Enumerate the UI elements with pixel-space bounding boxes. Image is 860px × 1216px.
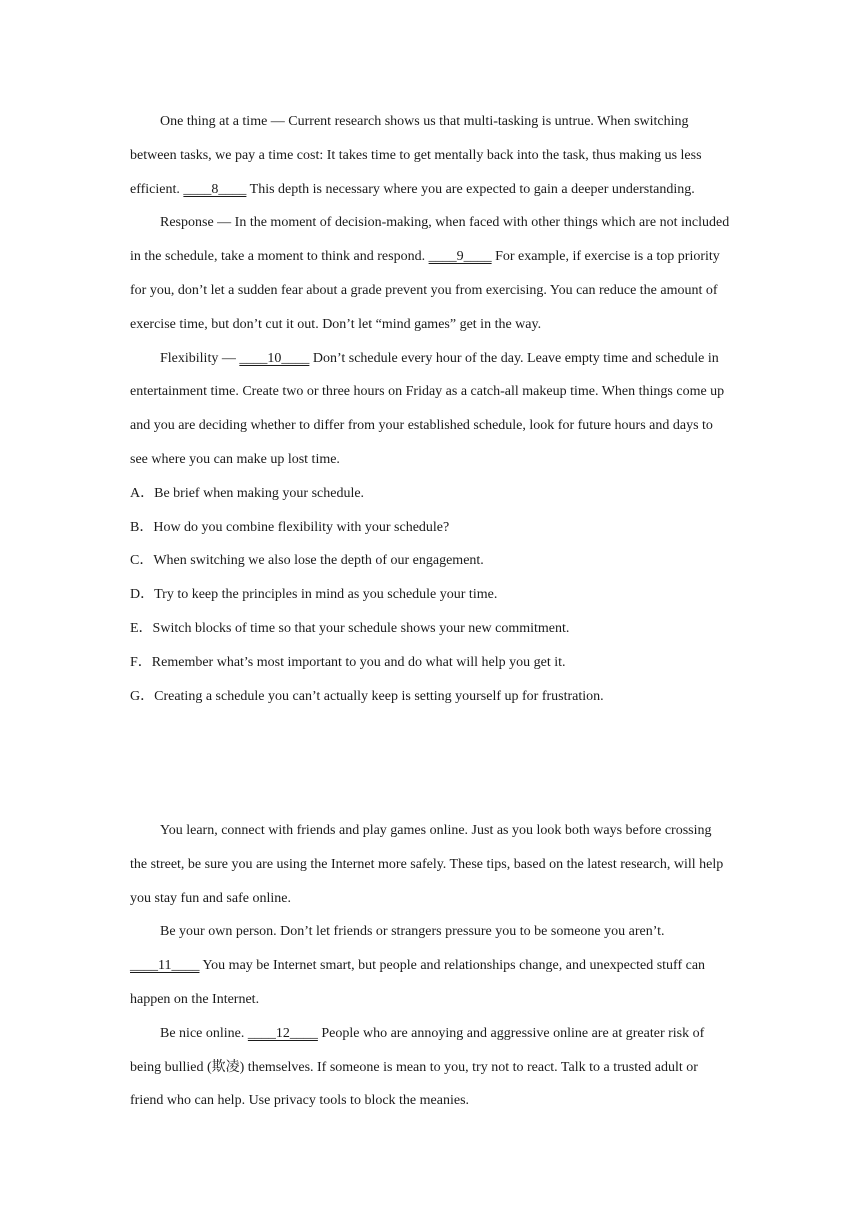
answer-blank-10: ____10____ (239, 350, 310, 366)
answer-blank-9: ____9____ (428, 249, 492, 265)
paragraph-be-nice-online (130, 1017, 732, 1118)
paragraph-response (130, 206, 732, 341)
paragraph-text: Flexibility — (160, 350, 240, 366)
answer-blank-12: ____12____ (247, 1025, 318, 1041)
option-c: C．When switching we also lose the depth of our engagement. (130, 553, 484, 569)
paragraph-text: One thing at a time — Current research shows us that multi-tasking is untrue. When switching between tasks, we pay a time cost: It takes time to get mentally back into the task, thus making us less efficient. (130, 114, 702, 197)
paragraph-text: This depth is necessary where you are expected to gain a deeper understanding. (246, 181, 695, 197)
answer-blank-8: ____8____ (183, 181, 247, 197)
paragraph-text: You may be Internet smart, but people and relationships change, and unexpected stuff can happen on the Internet. (130, 958, 706, 1007)
paragraph-one-thing-at-a-time (130, 105, 732, 206)
paragraph-text: Don’t schedule every hour of the day. Leave empty time and schedule in entertainment time. Create two or three hours on Friday as a catch-all makeup time. When things come up and you are deciding whether to differ from your established schedule, look for future hours and days to see where you can make up lost time. (130, 350, 725, 467)
passage-2 (130, 814, 732, 1118)
paragraph-text: Be nice online. (160, 1025, 248, 1041)
option-d: D．Try to keep the principles in mind as you schedule your time. (130, 587, 498, 603)
paragraph-text: Response — In the moment of decision-making, when faced with other things which are not included in the schedule, take a moment to think and respond. (130, 215, 730, 265)
option-g: G．Creating a schedule you can’t actually keep is setting yourself up for frustration. (130, 688, 604, 704)
paragraph-flexibility (130, 342, 732, 477)
option-b: B．How do you combine flexibility with your schedule? (130, 519, 450, 535)
paragraph-intro: You learn, connect with friends and play games online. Just as you look both ways before crossing the street, be sure you are using the Internet more safely. These tips, based on the latest research, will help you stay fun and safe online. (130, 823, 724, 906)
passage-1 (130, 105, 732, 713)
paragraph-text: Be your own person. Don’t let friends or strangers pressure you to be someone you aren’t. (160, 924, 665, 940)
paragraph-be-your-own-person (130, 915, 732, 1016)
option-f: F．Remember what’s most important to you and do what will help you get it. (130, 654, 566, 670)
paragraph-text: People who are annoying and aggressive online are at greater risk of being bullied (欺凌) themselves. If someone is mean to you, try not to react. Talk to a trusted adult or friend who can help. Use privacy tools to block the meanies. (130, 1025, 705, 1109)
answer-blank-11: ____11____ (130, 958, 200, 974)
paragraph-text: For example, if exercise is a top priority for you, don’t let a sudden fear about a grade prevent you from exercising. You can reduce the amount of exercise time, but don’t cut it out. Don’t let “mind games” get in the way. (130, 249, 720, 332)
option-a: A．Be brief when making your schedule. (130, 485, 365, 501)
option-e: E．Switch blocks of time so that your schedule shows your new commitment. (130, 620, 570, 636)
